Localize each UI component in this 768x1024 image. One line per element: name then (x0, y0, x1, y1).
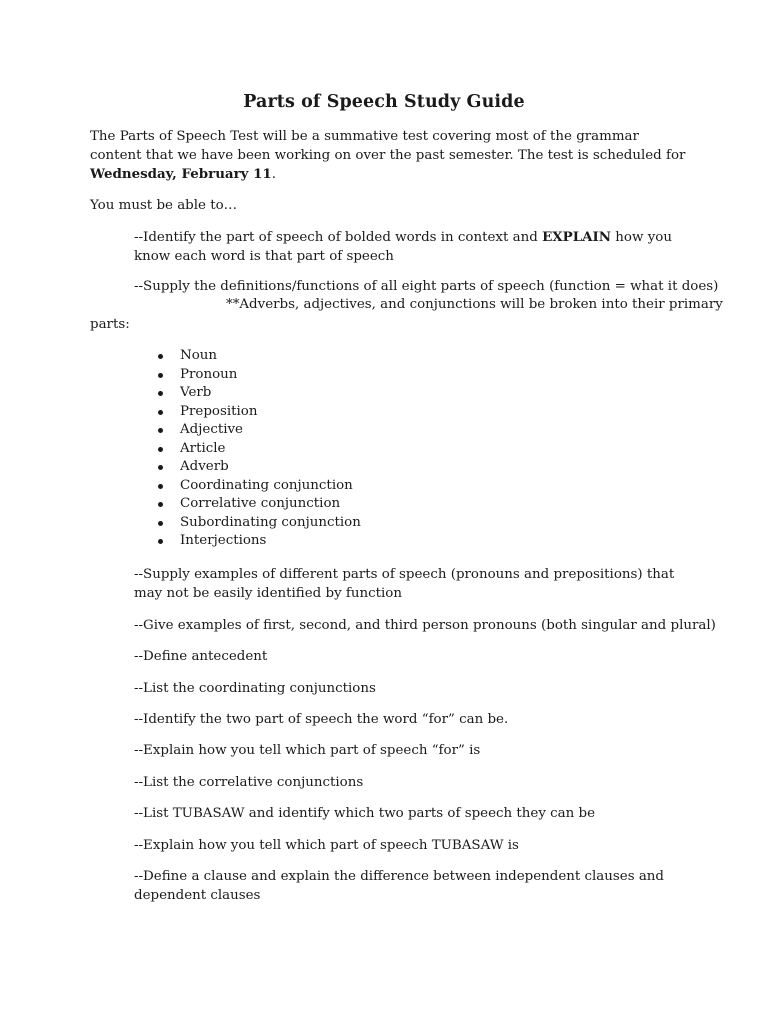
list-item-label: Coordinating conjunction (180, 477, 353, 493)
item-define-clause: --Define a clause and explain the difference between independent clauses and dependent clauses (134, 869, 664, 903)
must-intro: You must be able to… (90, 198, 238, 213)
list-item (158, 495, 361, 514)
list-item (158, 421, 361, 440)
list-item (158, 347, 361, 366)
item-identify-text: --Identify the part of speech of bolded words in context and (134, 230, 543, 245)
item-identify-rest: how you know each word is that part of speech (134, 230, 672, 264)
list-item (158, 440, 361, 459)
list-item (158, 514, 361, 533)
document-title: Parts of Speech Study Guide (243, 92, 525, 112)
intro-end: . (271, 167, 277, 183)
item-list-tubasaw: --List TUBASAW and identify which two parts of speech they can be (134, 806, 595, 821)
list-item (158, 366, 361, 385)
list-item-label: Noun (180, 348, 218, 363)
list-item-label: Verb (180, 385, 212, 401)
bullet-icon (158, 465, 163, 470)
bullet-icon (158, 410, 163, 415)
list-item (158, 532, 361, 551)
item-identify-bold: EXPLAIN (542, 229, 612, 245)
parts-of-speech-list (158, 347, 361, 551)
item-supply-examples: --Supply examples of different parts of speech (pronouns and prepositions) that may not be easily identified by function (134, 567, 675, 601)
intro-paragraph (90, 128, 690, 185)
item-explain-tubasaw: --Explain how you tell which part of speech TUBASAW is (134, 838, 519, 853)
bullet-icon (158, 447, 163, 452)
item-identify (134, 228, 694, 266)
bullet-icon (158, 373, 163, 378)
list-item-label: Pronoun (180, 366, 238, 382)
test-date: Wednesday, February 11 (90, 166, 272, 183)
intro-text: The Parts of Speech Test will be a summative test covering most of the grammar content that we have been working on over the past semester. The test is scheduled for (90, 129, 686, 163)
item-correlative-conjunctions: --List the correlative conjunctions (134, 775, 364, 790)
item-supply-definitions: --Supply the definitions/functions of all eight parts of speech (function = what it does) (134, 279, 719, 294)
note-line: **Adverbs, adjectives, and conjunctions will be broken into their primary (226, 297, 723, 312)
list-item-label: Correlative conjunction (180, 496, 341, 512)
item-pronoun-examples: --Give examples of first, second, and third person pronouns (both singular and plural) (134, 618, 716, 633)
bullet-icon (158, 502, 163, 507)
list-item (158, 477, 361, 496)
list-item-label: Adjective (180, 422, 243, 438)
bullet-icon (158, 539, 163, 544)
list-item (158, 403, 361, 422)
item-define-antecedent: --Define antecedent (134, 649, 268, 664)
item-explain-for: --Explain how you tell which part of speech “for” is (134, 743, 481, 758)
list-item-label: Adverb (180, 459, 229, 475)
bullet-icon (158, 391, 163, 396)
bullet-icon (158, 354, 163, 359)
note-line-continued: parts: (90, 317, 130, 332)
list-item-label: Preposition (180, 403, 258, 419)
bullet-icon (158, 521, 163, 526)
bullet-icon (158, 484, 163, 489)
list-item (158, 384, 361, 403)
bullet-icon (158, 428, 163, 433)
list-item-label: Article (180, 440, 226, 456)
item-identify-for: --Identify the two part of speech the word “for” can be. (134, 712, 509, 727)
list-item-label: Subordinating conjunction (180, 514, 361, 530)
list-item-label: Interjections (180, 533, 267, 549)
item-coordinating-conjunctions: --List the coordinating conjunctions (134, 681, 376, 696)
list-item (158, 458, 361, 477)
